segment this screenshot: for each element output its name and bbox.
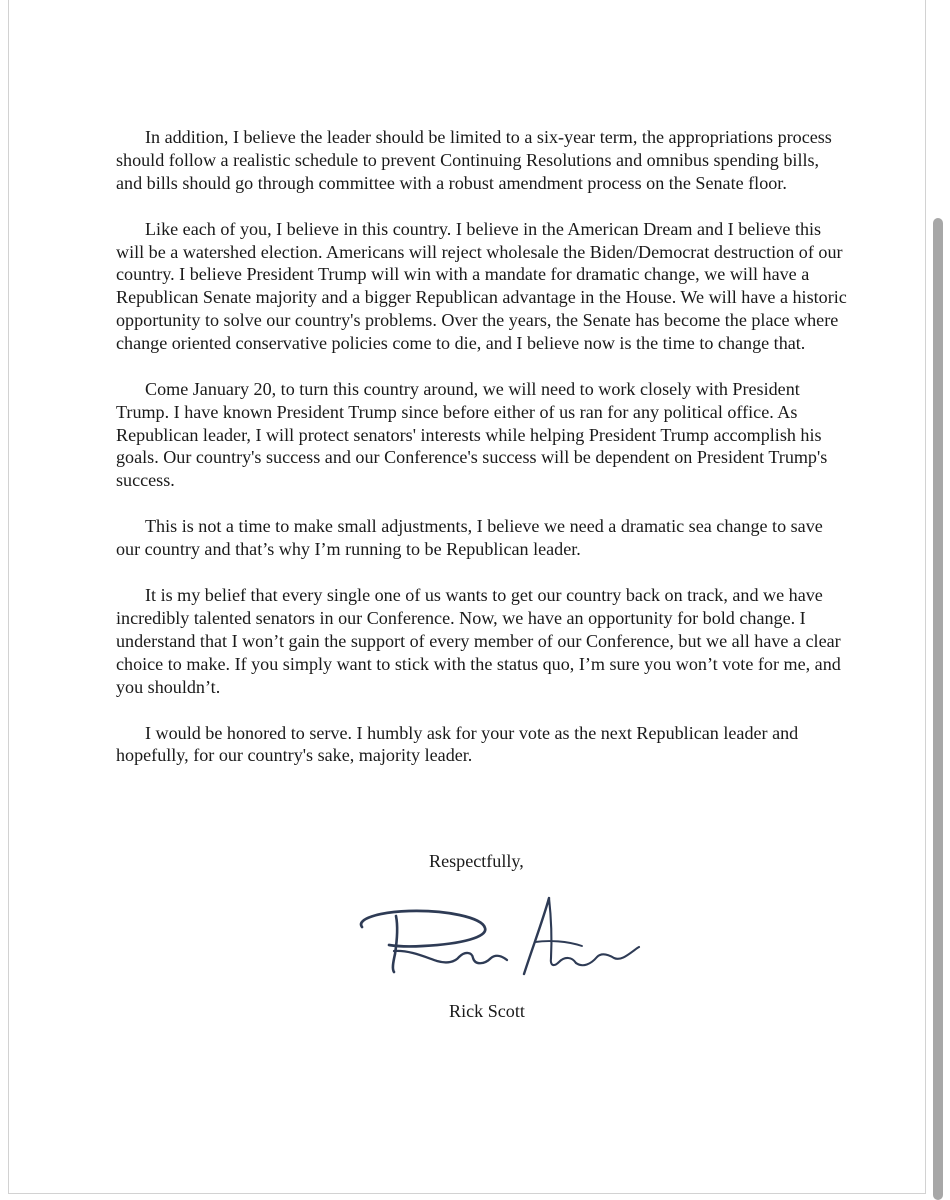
vertical-scrollbar-thumb[interactable] [933, 218, 943, 1200]
letter-body [116, 126, 848, 791]
paragraph-believe-in-country: Like each of you, I believe in this country. I believe in the American Dream and I believe this will be a watershed election. Americans will reject wholesale the Biden/Democrat destruction of our country. I believe President Trump will win with a mandate for dramatic change, we will have a Republican Senate majority and a bigger Republican advantage in the House. We will have a historic opportunity to solve our country's problems. Over the years, the Senate has become the place where change oriented conservative policies come to die, and I believe now is the time to change that. [116, 218, 847, 353]
letter-page [8, 0, 926, 1194]
paragraph-bold-change: It is my belief that every single one of us wants to get our country back on track, and we have incredibly talented senators in our Conference. Now, we have an opportunity for bold change. I understand that I won’t gain the support of every member of our Conference, but we all have a clear choice to make. If you simply want to stick with the status quo, I’m sure you won’t vote for me, and you shouldn’t. [116, 585, 841, 697]
handwritten-signature [334, 888, 664, 984]
paragraph-sea-change: This is not a time to make small adjustments, I believe we need a dramatic sea change to save our country and that’s why I’m running to be Republican leader. [116, 516, 823, 560]
paragraph-term-limits: In addition, I believe the leader should be limited to a six-year term, the appropriations process should follow a realistic schedule to prevent Continuing Resolutions and omnibus spending bills, and bills should go through committee with a robust amendment process on the Senate floor. [116, 127, 832, 193]
paragraph-work-with-trump: Come January 20, to turn this country around, we will need to work closely with President Trump. I have known President Trump since before either of us ran for any political office. As Republican leader, I will protect senators' interests while helping President Trump accomplish his goals. Our country's success and our Conference's success will be dependent on President Trump's success. [116, 378, 828, 491]
paragraph-request-vote: I would be honored to serve. I humbly ask for your vote as the next Republican leader and hopefully, for our country's sake, majority leader. [116, 722, 799, 766]
closing-salutation: Respectfully, [429, 851, 524, 871]
signer-name: Rick Scott [449, 1001, 525, 1021]
